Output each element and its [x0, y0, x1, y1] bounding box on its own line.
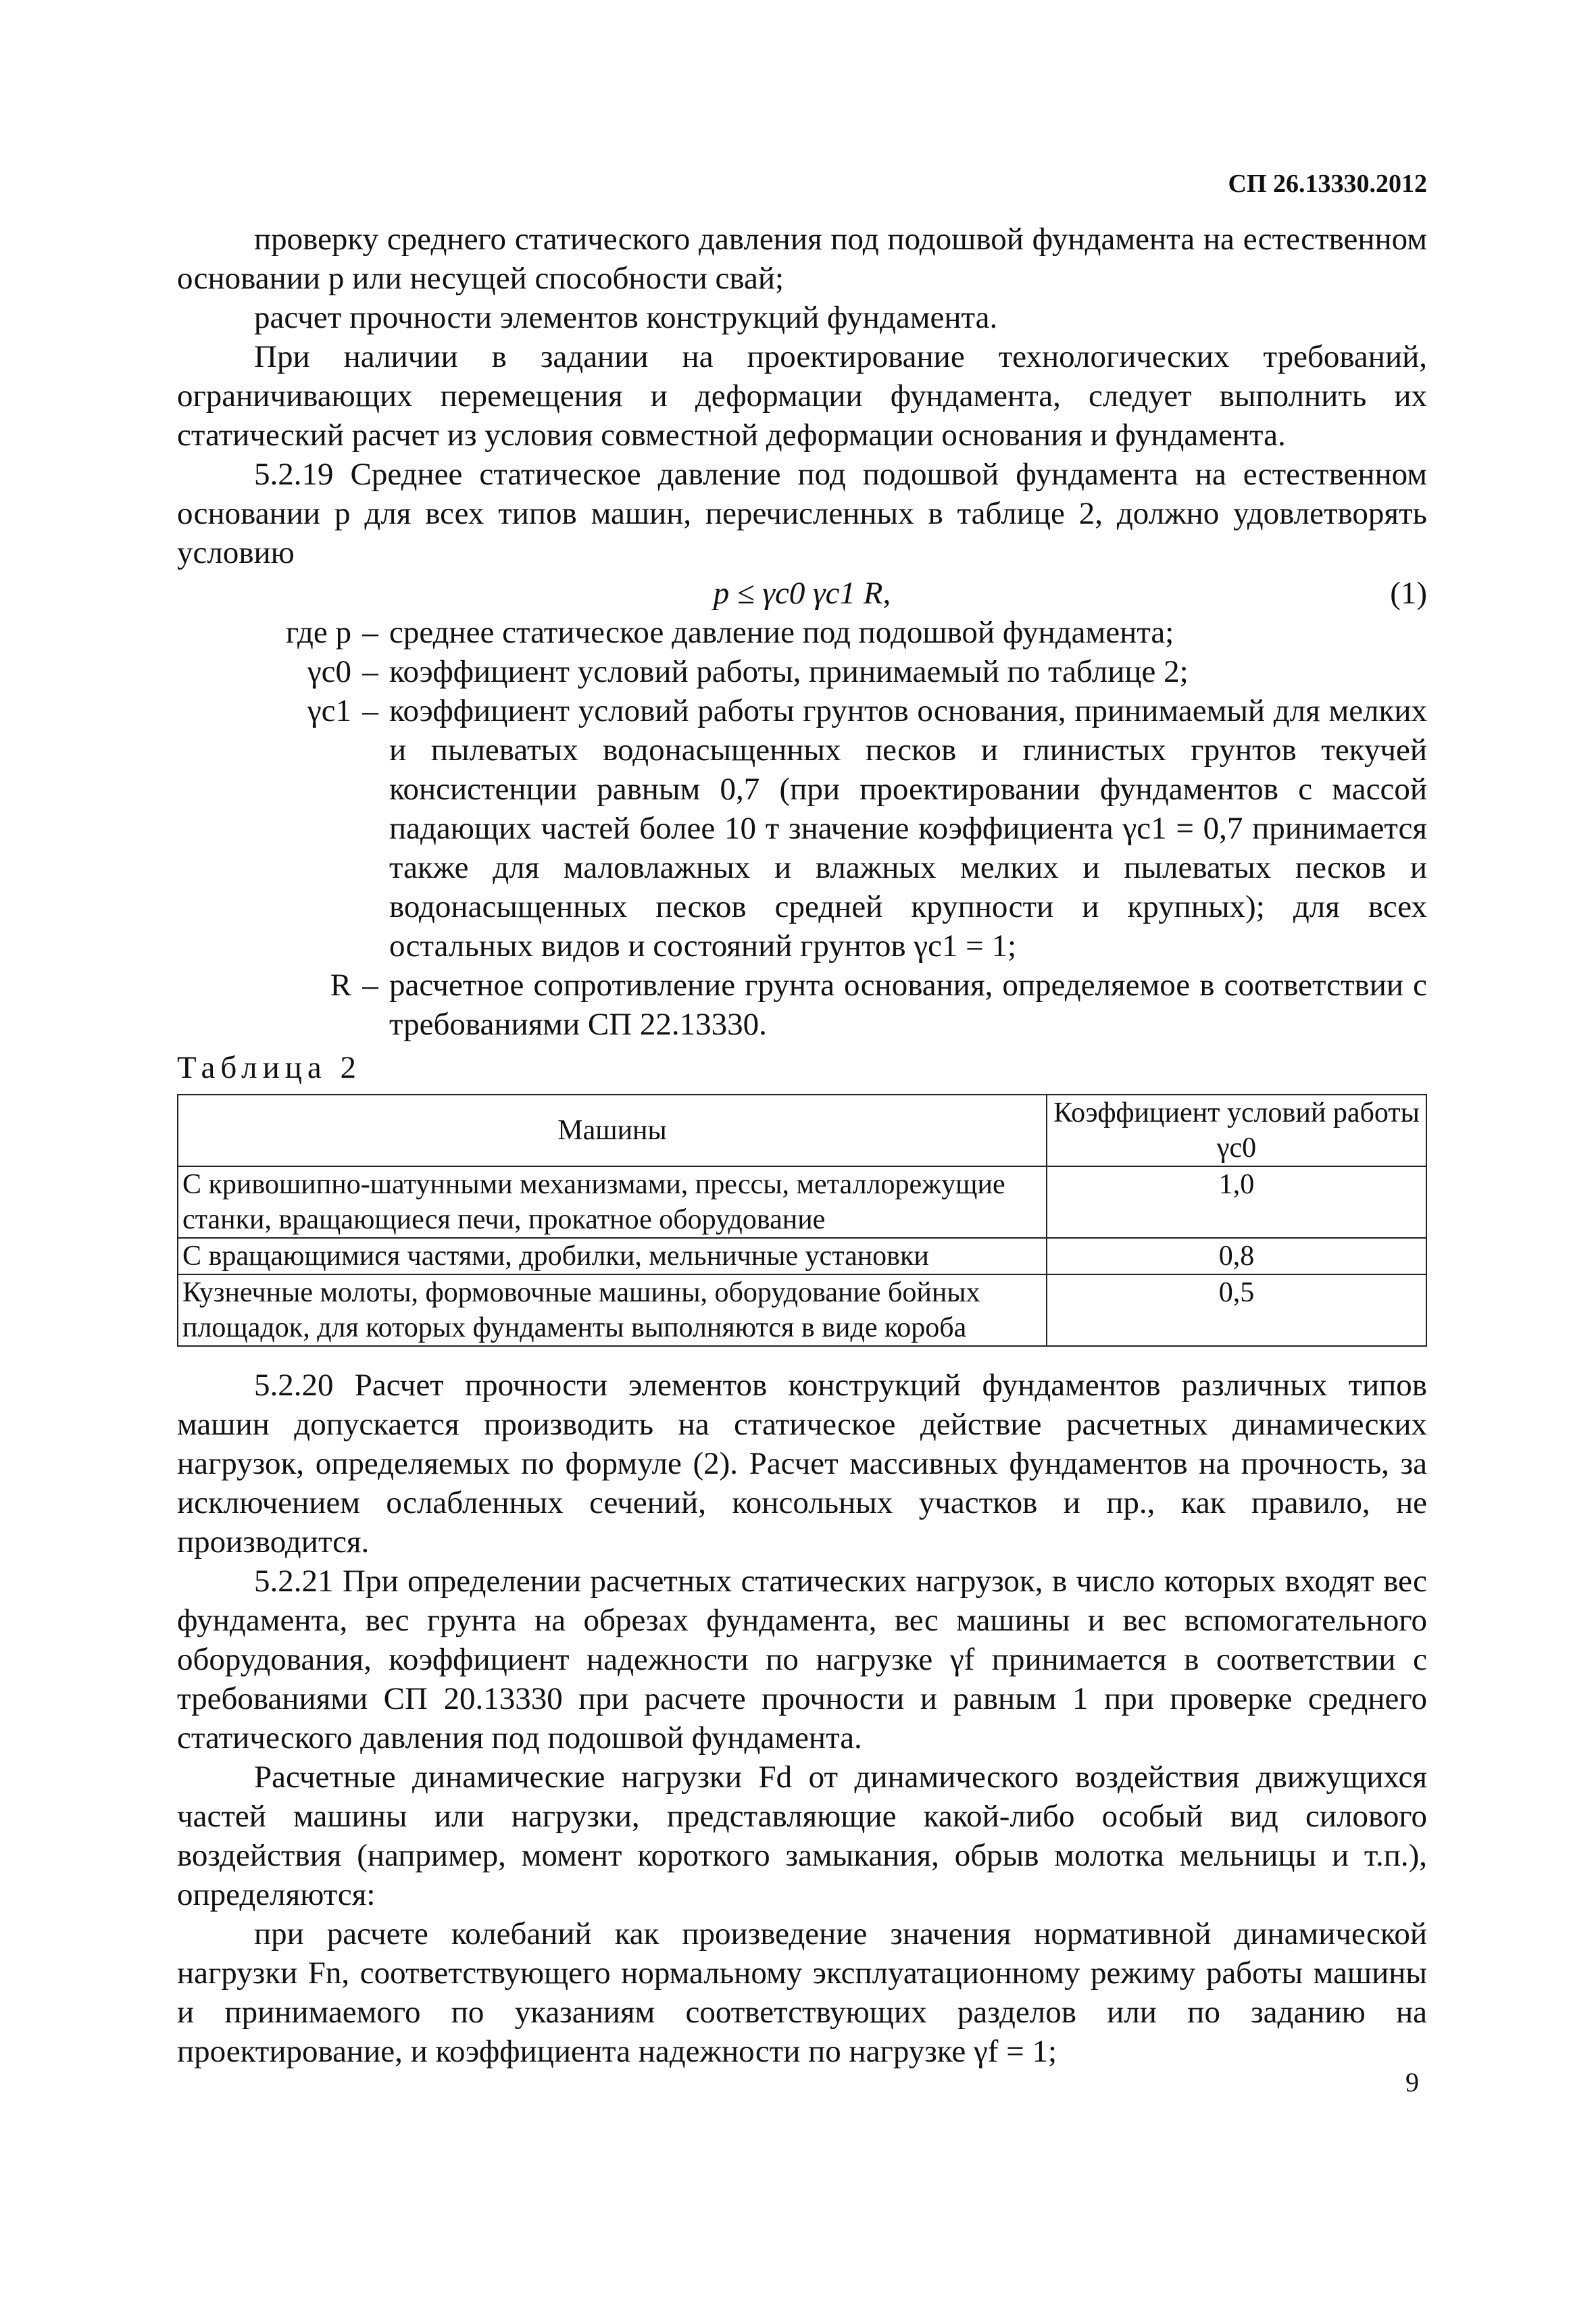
paragraph-5-2-19: 5.2.19 Среднее статическое давление под подошвой фундамента на естественном основании p для всех типов машин, перечисленных в таблице 2, должно удовлетворять условию: [177, 457, 1427, 570]
spacer: [177, 1347, 1427, 1366]
formula-text: p ≤ γc0 γc1 R,: [713, 576, 891, 611]
table-cell-value: 0,8: [1047, 1238, 1426, 1274]
table-cell-value: 1,0: [1047, 1166, 1426, 1238]
definition-dash: –: [362, 615, 378, 650]
definition-dash: –: [362, 968, 378, 1003]
paragraph: при расчете колебаний как произведение значения нормативной динамической нагрузки Fn, соответствующего нормальному эксплуатационному режиму работы машины и принимаемого по указаниям соответствующих разделов или по заданию на проектирование, и коэффициента надежности по нагрузке γf = 1;: [177, 1916, 1427, 2069]
table-header-machines: Машины: [178, 1095, 1047, 1166]
definition-symbol: γc0: [307, 654, 351, 689]
paragraph-5-2-20: 5.2.20 Расчет прочности элементов конструкций фундаментов различных типов машин допускается производить на статическое действие расчетных динамических нагрузок, определяемых по формуле (2). Расчет массивных фундаментов на прочность, за исключением ослабленных сечений, консольных участков и пр., как правило, не производится.: [177, 1368, 1427, 1560]
definition-item: [177, 691, 1427, 966]
table-header-coefficient: Коэффициент условий работы γc0: [1047, 1095, 1426, 1166]
definition-dash: –: [362, 693, 378, 728]
machines-table: [177, 1094, 1427, 1347]
paragraph-5-2-21: 5.2.21 При определении расчетных статических нагрузок, в число которых входят вес фундамента, вес грунта на обрезах фундамента, вес машины и вес вспомогательного оборудования, коэффициент надежности по нагрузке γf принимается в соответствии с требованиями СП 20.13330 при расчете прочности и равным 1 при проверке среднего статического давления под подошвой фундамента.: [177, 1564, 1427, 1756]
paragraph: При наличии в задании на проектирование технологических требований, ограничивающих перемещения и деформации фундамента, следует выполнить их статический расчет из условия совместной деформации основания и фундамента.: [177, 339, 1427, 453]
table-header-row: [178, 1095, 1426, 1166]
definition-text: коэффициент условий работы грунтов основания, принимаемый для мелких и пылеватых водонасыщенных песков и глинистых грунтов текучей консистенции равным 0,7 (при проектировании фундаментов с массой падающих частей более 10 т значение коэффициента γc1 = 0,7 принимается также для маловлажных и влажных мелких и пылеватых песков и водонасыщенных песков средней крупности и крупных); для всех остальных видов и состояний грунтов γc1 = 1;: [389, 693, 1427, 964]
document-code: СП 26.13330.2012: [1228, 170, 1427, 198]
table-title: Таблица 2: [177, 1050, 362, 1085]
table-row: [178, 1238, 1426, 1274]
formula-number: (1): [1390, 576, 1427, 611]
table-cell-value: 0,5: [1047, 1274, 1426, 1346]
definition-text: расчетное сопротивление грунта основания, определяемое в соответствии с требованиями СП 22.13330.: [389, 968, 1427, 1042]
paragraph: Расчетные динамические нагрузки Fd от динамического воздействия движущихся частей машины или нагрузки, представляющие какой-либо особый вид силового воздействия (например, момент короткого замыкания, обрыв молотка мельницы и т.п.), определяются:: [177, 1760, 1427, 1912]
definition-text: коэффициент условий работы, принимаемый по таблице 2;: [389, 654, 1189, 689]
page-number: 9: [1405, 2067, 1419, 2097]
definition-dash: –: [362, 654, 378, 689]
definition-symbol: γc1: [307, 693, 351, 728]
definitions-list: [177, 613, 1427, 1044]
table-cell-machines: Кузнечные молоты, формовочные машины, оборудование бойных площадок, для которых фундаменты выполняются в виде короба: [178, 1274, 1047, 1346]
formula-1: [177, 574, 1427, 613]
definition-item: [177, 613, 1427, 652]
definition-item: [177, 966, 1427, 1044]
table-row: [178, 1166, 1426, 1238]
definition-symbol: R: [330, 968, 351, 1003]
definition-symbol: где p: [286, 615, 351, 650]
table-cell-machines: С кривошипно-шатунными механизмами, прессы, металлорежущие станки, вращающиеся печи, прокатное оборудование: [178, 1166, 1047, 1238]
paragraph: проверку среднего статического давления под подошвой фундамента на естественном основании p или несущей способности свай;: [177, 222, 1427, 296]
table-row: [178, 1274, 1426, 1346]
paragraph: расчет прочности элементов конструкций фундамента.: [254, 300, 998, 335]
definition-text: среднее статическое давление под подошвой фундамента;: [389, 615, 1174, 650]
definition-item: [177, 652, 1427, 691]
main-text: [177, 220, 1427, 2071]
table-cell-machines: С вращающимися частями, дробилки, мельничные установки: [178, 1238, 1047, 1274]
